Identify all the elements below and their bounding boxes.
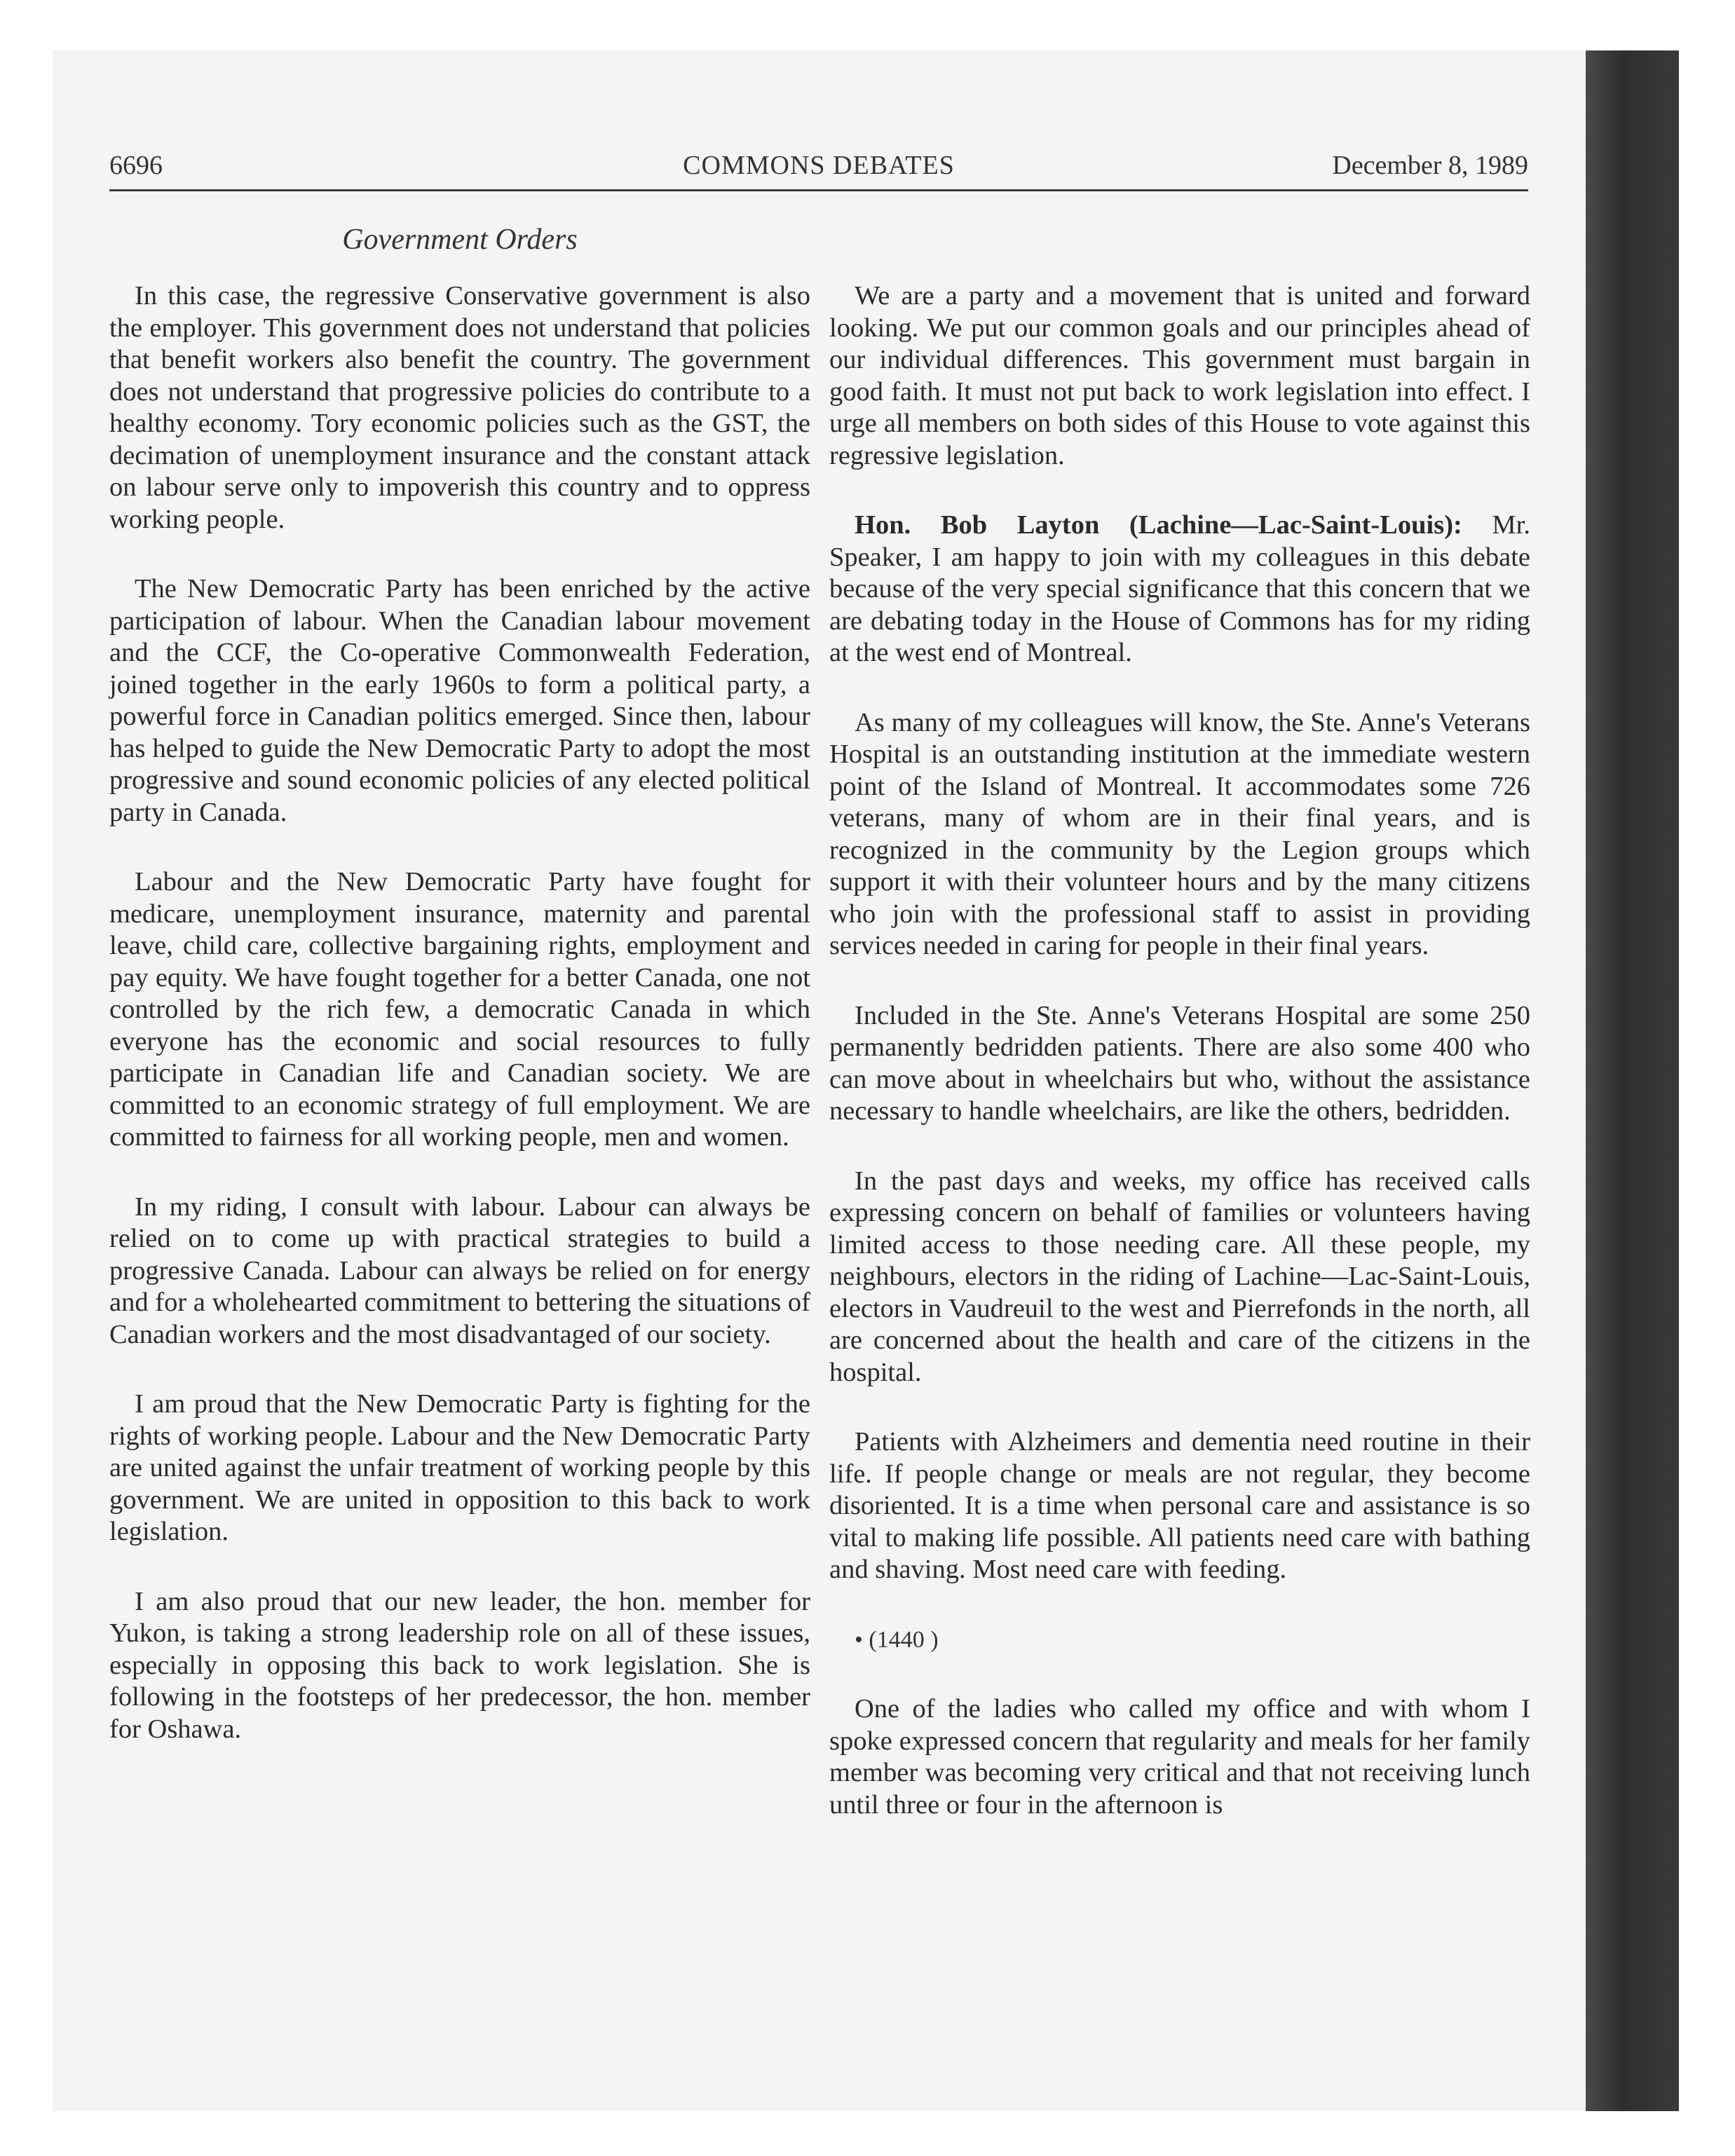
page-header	[109, 150, 1528, 189]
page-number: 6696	[109, 151, 163, 180]
section-label: Government Orders	[342, 224, 578, 256]
paragraph: As many of my colleagues will know, the Ste. Anne's Veterans Hospital is an outstanding institution at the immediate western point of the Island of Montreal. It accommodates some 726 veterans, many of whom are in their final years, and is recognized in the community by the Legion groups which support it with their volunteer hours and by the many citizens who join with the professional staff to assist in providing services needed in caring for people in their final years.	[829, 707, 1530, 960]
speaker-paragraph	[829, 510, 1530, 669]
speaker-name: Hon. Bob Layton (Lachine—Lac-Saint-Louis):	[855, 510, 1462, 540]
paragraph: I am also proud that our new leader, the hon. member for Yukon, is taking a strong leadership role on all of these issues, especially in opposing this back to work legislation. She is following in the footsteps of her predecessor, the hon. member for Oshawa.	[109, 1586, 810, 1744]
speaker-text: Mr. Speaker, I am happy to join with my colleagues in this debate because of the very special significance that this concern that we are debating today in the House of Commons has for my riding at the west end of Montreal.	[829, 510, 1530, 667]
paragraph: In this case, the regressive Conservative government is also the employer. This government does not understand that policies that benefit workers also benefit the country. The government does not understand that progressive policies do contribute to a healthy economy. Tory economic policies such as the GST, the decimation of unemployment insurance and the constant attack on labour serve only to impoverish this country and to oppress working people.	[109, 281, 810, 534]
paragraph: We are a party and a movement that is united and forward looking. We put our common goals and our principles ahead of our individual differences. This government must bargain in good faith. It must not put back to work legislation into effect. I urge all members on both sides of this House to vote against this regressive legislation.	[829, 281, 1530, 470]
paragraph: The New Democratic Party has been enriched by the active participation of labour. When the Canadian labour movement and the CCF, the Co-operative Commonwealth Federation, joined together in the early 1960s to form a political party, a powerful force in Canadian politics emerged. Since then, labour has helped to guide the New Democratic Party to adopt the most progressive and sound economic policies of any elected political party in Canada.	[109, 574, 810, 827]
time-marker: • (1440 )	[855, 1626, 939, 1653]
scan-edge-shadow	[1586, 50, 1679, 2111]
paragraph: In the past days and weeks, my office has received calls expressing concern on behalf of families or volunteers having limited access to those needing care. All these people, my neighbours, electors in the riding of Lachine—Lac-Saint-Louis, electors in Vaudreuil to the west and Pierrefonds in the north, all are concerned about the health and care of the citizens in the hospital.	[829, 1166, 1530, 1387]
paragraph: In my riding, I consult with labour. Labour can always be relied on to come up with practical strategies to build a progressive Canada. Labour can always be relied on for energy and for a wholehearted commitment to bettering the situations of Canadian workers and the most disadvantaged of our society.	[109, 1192, 810, 1349]
header-date: December 8, 1989	[1332, 151, 1528, 180]
paragraph: Patients with Alzheimers and dementia need routine in their life. If people change or meals are not regular, they become disoriented. It is a time when personal care and assistance is so vital to making life possible. All patients need care with bathing and shaving. Most need care with feeding.	[829, 1427, 1530, 1584]
paragraph: Included in the Ste. Anne's Veterans Hospital are some 250 permanently bedridden patients. There are also some 400 who can move about in wheelchairs but who, without the assistance necessary to handle wheelchairs, are like the others, bedridden.	[829, 1000, 1530, 1126]
right-column	[829, 280, 1530, 1821]
publication-title: COMMONS DEBATES	[683, 151, 955, 180]
left-column	[109, 280, 810, 1745]
header-rule	[109, 189, 1528, 191]
paragraph: Labour and the New Democratic Party have fought for medicare, unemployment insurance, maternity and parental leave, child care, collective bargaining rights, employment and pay equity. We have fought together for a better Canada, one not controlled by the rich few, a democratic Canada in which everyone has the economic and social resources to fully participate in Canadian life and Canadian society. We are committed to an economic strategy of full employment. We are committed to fairness for all working people, men and women.	[109, 867, 810, 1152]
paragraph: One of the ladies who called my office and with whom I spoke expressed concern that regularity and meals for her family member was becoming very critical and that not receiving lunch until three or four in the afternoon is	[829, 1694, 1530, 1820]
paragraph: I am proud that the New Democratic Party is fighting for the rights of working people. Labour and the New Democratic Party are united against the unfair treatment of working people by this government. We are united in opposition to this back to work legislation.	[109, 1389, 810, 1546]
